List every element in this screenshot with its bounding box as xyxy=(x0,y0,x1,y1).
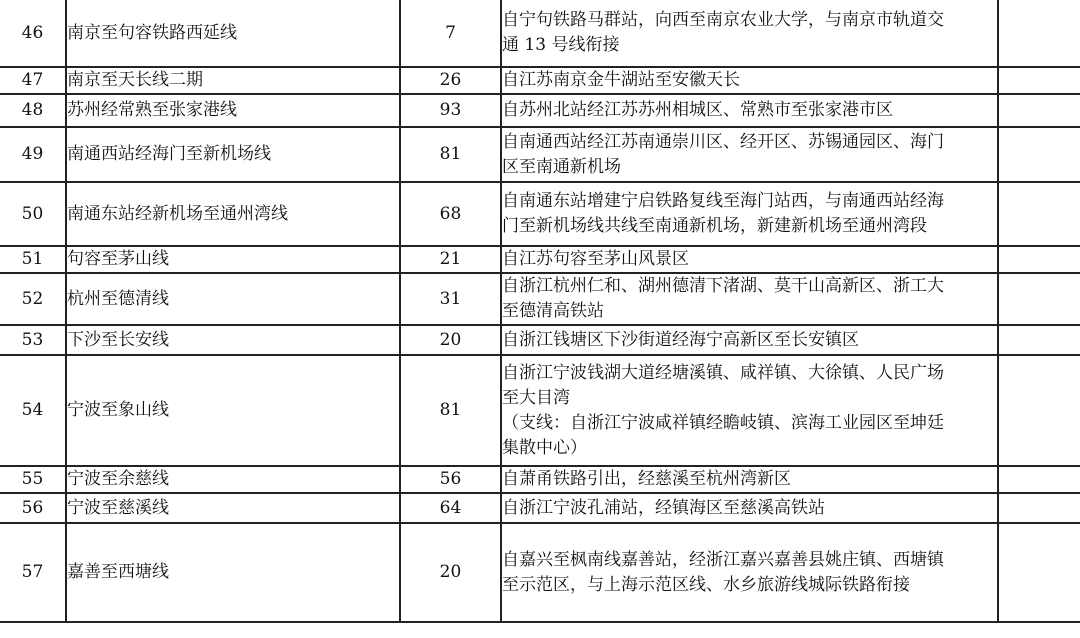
line-name: 苏州经常熟至张家港线 xyxy=(66,94,400,127)
table-row xyxy=(0,355,1080,466)
row-number: 47 xyxy=(0,67,66,94)
line-length: 68 xyxy=(400,182,501,246)
table-row xyxy=(0,0,1080,67)
table-row xyxy=(0,182,1080,246)
table-row xyxy=(0,493,1080,523)
line-length: 26 xyxy=(400,67,501,94)
line-route-description xyxy=(501,273,998,325)
empty-remarks-cell xyxy=(998,246,1080,273)
route-description-line: 自南通西站经江苏南通崇川区、经开区、苏锡通园区、海门 xyxy=(502,131,944,152)
line-route-description xyxy=(501,127,998,182)
route-description-line: 自苏州北站经江苏苏州相城区、常熟市至张家港市区 xyxy=(502,100,893,120)
line-length: 21 xyxy=(400,246,501,273)
row-number: 46 xyxy=(0,0,66,67)
line-name: 宁波至象山线 xyxy=(66,355,400,466)
row-number: 57 xyxy=(0,523,66,622)
line-name: 杭州至德清线 xyxy=(66,273,400,325)
empty-remarks-cell xyxy=(998,493,1080,523)
empty-remarks-cell xyxy=(998,94,1080,127)
line-route-description xyxy=(501,523,998,622)
empty-remarks-cell xyxy=(998,523,1080,622)
empty-remarks-cell xyxy=(998,127,1080,182)
line-length: 56 xyxy=(400,466,501,493)
route-description-line: 门至新机场线共线至南通新机场，新建新机场至通州湾段 xyxy=(502,216,927,236)
table-row xyxy=(0,466,1080,493)
line-name: 南京至天长线二期 xyxy=(66,67,400,94)
route-description-line: （支线：自浙江宁波咸祥镇经瞻岐镇、滨海工业园区至坤廷 xyxy=(502,412,944,433)
line-name: 句容至茅山线 xyxy=(66,246,400,273)
line-length: 81 xyxy=(400,355,501,466)
table-row xyxy=(0,246,1080,273)
line-route-description xyxy=(501,493,998,523)
line-name: 宁波至慈溪线 xyxy=(66,493,400,523)
route-description-line: 自江苏句容至茅山风景区 xyxy=(502,249,689,269)
row-number: 55 xyxy=(0,466,66,493)
empty-remarks-cell xyxy=(998,273,1080,325)
route-description-line: 自南通东站增建宁启铁路复线至海门站西，与南通西站经海 xyxy=(502,191,944,211)
line-route-description xyxy=(501,246,998,273)
route-description-line: 通 13 号线衔接 xyxy=(502,35,620,55)
empty-remarks-cell xyxy=(998,67,1080,94)
table-row xyxy=(0,67,1080,94)
line-length: 20 xyxy=(400,325,501,355)
route-description-line: 至德清高铁站 xyxy=(502,301,604,321)
empty-remarks-cell xyxy=(998,182,1080,246)
line-route-description xyxy=(501,355,998,466)
table-row xyxy=(0,94,1080,127)
empty-remarks-cell xyxy=(998,466,1080,493)
row-number: 52 xyxy=(0,273,66,325)
line-route-description xyxy=(501,182,998,246)
table-row xyxy=(0,273,1080,325)
route-description-line: 自浙江宁波孔浦站，经镇海区至慈溪高铁站 xyxy=(502,497,825,518)
route-description-line: 自浙江宁波钱湖大道经塘溪镇、咸祥镇、大徐镇、人民广场 xyxy=(502,362,944,383)
table-row xyxy=(0,523,1080,622)
line-route-description xyxy=(501,325,998,355)
line-length: 7 xyxy=(400,0,501,67)
line-length: 64 xyxy=(400,493,501,523)
empty-remarks-cell xyxy=(998,355,1080,466)
route-description-line: 至大目湾 xyxy=(502,387,570,408)
empty-remarks-cell xyxy=(998,0,1080,67)
line-name: 南通西站经海门至新机场线 xyxy=(66,127,400,182)
row-number: 53 xyxy=(0,325,66,355)
empty-remarks-cell xyxy=(998,325,1080,355)
line-route-description xyxy=(501,466,998,493)
line-length: 93 xyxy=(400,94,501,127)
line-name: 宁波至余慈线 xyxy=(66,466,400,493)
table-row xyxy=(0,325,1080,355)
route-description-line: 集散中心） xyxy=(502,437,587,458)
route-description-line: 自嘉兴至枫南线嘉善站，经浙江嘉兴嘉善县姚庄镇、西塘镇 xyxy=(502,549,944,570)
line-name: 下沙至长安线 xyxy=(66,325,400,355)
row-number: 51 xyxy=(0,246,66,273)
row-number: 49 xyxy=(0,127,66,182)
line-length: 81 xyxy=(400,127,501,182)
row-number: 54 xyxy=(0,355,66,466)
line-name: 嘉善至西塘线 xyxy=(66,523,400,622)
table-row xyxy=(0,127,1080,182)
route-description-line: 区至南通新机场 xyxy=(502,156,621,177)
route-description-line: 自江苏南京金牛湖站至安徽天长 xyxy=(502,70,740,90)
row-number: 50 xyxy=(0,182,66,246)
line-route-description xyxy=(501,67,998,94)
line-route-description xyxy=(501,0,998,67)
row-number: 48 xyxy=(0,94,66,127)
line-length: 20 xyxy=(400,523,501,622)
line-name: 南通东站经新机场至通州湾线 xyxy=(66,182,400,246)
row-number: 56 xyxy=(0,493,66,523)
line-route-description xyxy=(501,94,998,127)
route-description-line: 自萧甬铁路引出，经慈溪至杭州湾新区 xyxy=(502,469,791,489)
line-name: 南京至句容铁路西延线 xyxy=(66,0,400,67)
route-description-line: 自浙江钱塘区下沙街道经海宁高新区至长安镇区 xyxy=(502,329,859,350)
route-description-line: 至示范区，与上海示范区线、水乡旅游线城际铁路衔接 xyxy=(502,574,910,595)
route-description-line: 自宁句铁路马群站，向西至南京农业大学，与南京市轨道交 xyxy=(502,10,944,30)
route-description-line: 自浙江杭州仁和、湖州德清下渚湖、莫干山高新区、浙工大 xyxy=(502,276,944,296)
line-length: 31 xyxy=(400,273,501,325)
